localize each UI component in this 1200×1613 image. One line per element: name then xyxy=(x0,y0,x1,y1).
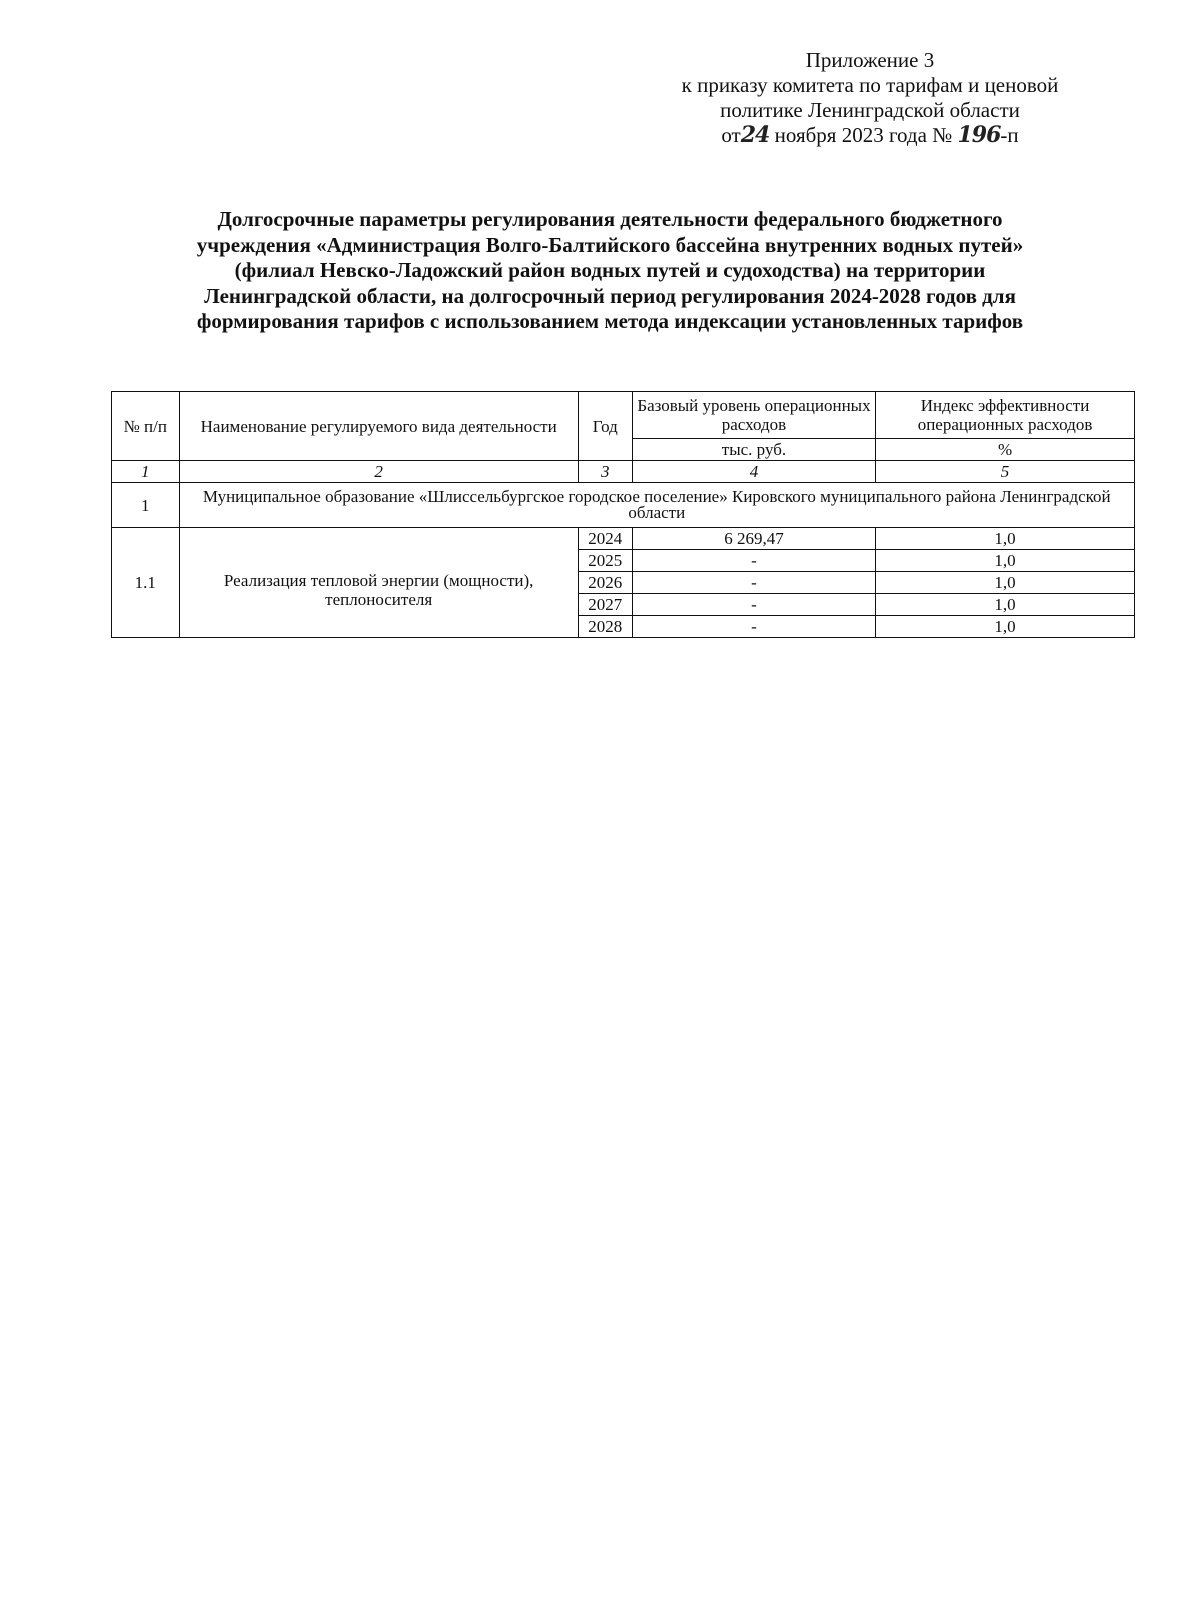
year-cell: 2025 xyxy=(578,550,632,572)
appendix-header xyxy=(560,48,1180,148)
year-cell: 2027 xyxy=(578,594,632,616)
activity-name: Реализация тепловой энергии (мощности), теплоносителя xyxy=(179,528,578,638)
handwritten-day: 24 xyxy=(740,122,770,148)
order-suffix: -п xyxy=(1000,123,1019,147)
title-line-1: Долгосрочные параметры регулирования деятельности федерального бюджетного xyxy=(217,207,1003,231)
index-cell: 1,0 xyxy=(876,594,1135,616)
section-name: Муниципальное образование «Шлиссельбургское городское поселение» Кировского муниципального района Ленинградской области xyxy=(179,483,1134,528)
year-cell: 2026 xyxy=(578,572,632,594)
title-line-3: (филиал Невско-Ладожский район водных путей и судоходства) на территории xyxy=(234,258,986,282)
table-header-row xyxy=(112,392,1135,439)
column-numbers-row xyxy=(112,461,1135,483)
appendix-authority: политике Ленинградской области xyxy=(720,98,1020,122)
header-base-level: Базовый уровень операционных расходов xyxy=(632,392,875,439)
index-cell: 1,0 xyxy=(876,528,1135,550)
section-num: 1 xyxy=(112,483,180,528)
index-cell: 1,0 xyxy=(876,572,1135,594)
date-prefix: от xyxy=(721,123,741,147)
unit-index: % xyxy=(876,439,1135,461)
year-cell: 2024 xyxy=(578,528,632,550)
header-efficiency-index: Индекс эффективности операционных расходов xyxy=(876,392,1135,439)
year-cell: 2028 xyxy=(578,616,632,638)
column-number: 2 xyxy=(179,461,578,483)
title-line-2: учреждения «Администрация Волго-Балтийского бассейна внутренних водных путей» xyxy=(196,232,1024,257)
appendix-label: Приложение 3 xyxy=(805,48,935,72)
handwritten-order-number: 196 xyxy=(957,122,1001,148)
index-cell: 1,0 xyxy=(876,616,1135,638)
parameters-table xyxy=(111,391,1135,638)
base-level-cell: - xyxy=(632,550,875,572)
header-year: Год xyxy=(578,392,632,461)
title-line-5: формирования тарифов с использованием метода индексации установленных тарифов xyxy=(196,309,1024,333)
unit-base: тыс. руб. xyxy=(632,439,875,461)
header-num: № п/п xyxy=(112,392,180,461)
section-row xyxy=(112,483,1135,528)
activity-num: 1.1 xyxy=(112,528,180,638)
column-number: 5 xyxy=(876,461,1135,483)
table-row xyxy=(112,528,1135,550)
base-level-cell: 6 269,47 xyxy=(632,528,875,550)
title-line-4: Ленинградской области, на долгосрочный период регулирования 2024-2028 годов для xyxy=(204,283,1016,308)
index-cell: 1,0 xyxy=(876,550,1135,572)
base-level-cell: - xyxy=(632,572,875,594)
column-number: 1 xyxy=(112,461,180,483)
header-activity-name: Наименование регулируемого вида деятельности xyxy=(179,392,578,461)
column-number: 4 xyxy=(632,461,875,483)
document-title xyxy=(100,207,1120,335)
appendix-order-ref: к приказу комитета по тарифам и ценовой xyxy=(681,73,1059,97)
base-level-cell: - xyxy=(632,594,875,616)
appendix-date-line xyxy=(560,123,1180,148)
column-number: 3 xyxy=(578,461,632,483)
date-middle: ноября 2023 года № xyxy=(769,123,958,147)
base-level-cell: - xyxy=(632,616,875,638)
